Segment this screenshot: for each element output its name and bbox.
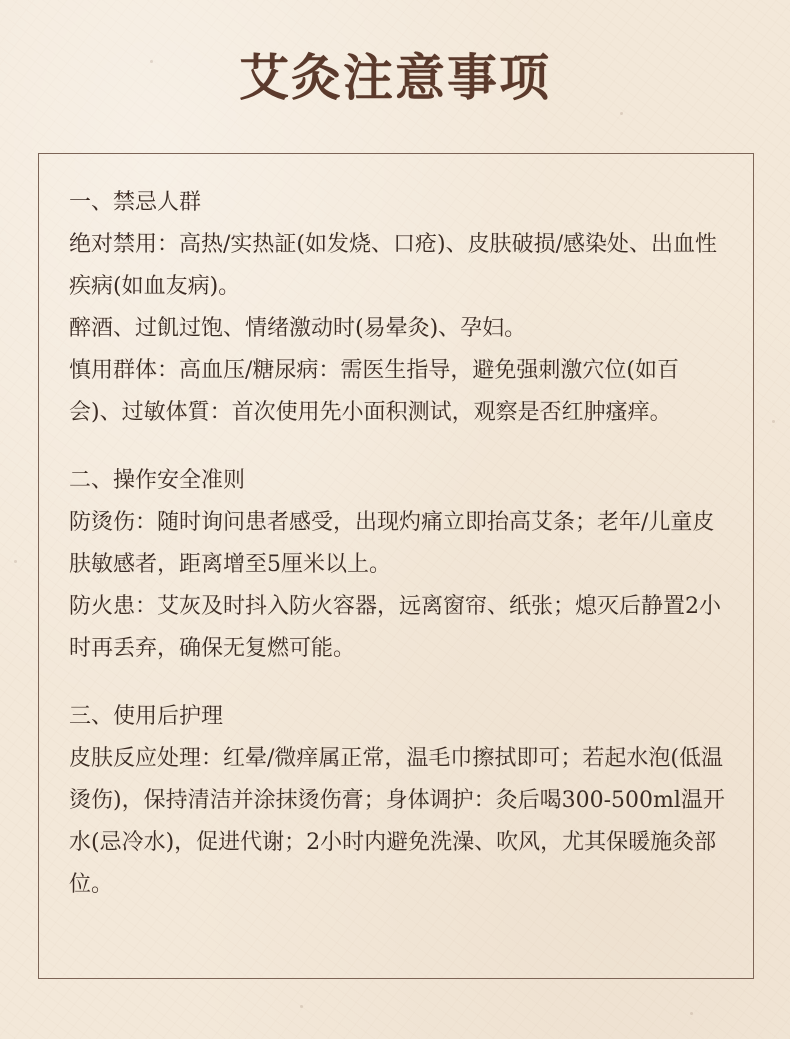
paper-texture-speck: [150, 60, 153, 63]
section-heading: 三、使用后护理: [69, 704, 224, 729]
section-aftercare: [69, 696, 727, 906]
notice-content-box: [38, 153, 754, 979]
paragraph-conditional-contraindications: 醉酒、过飢过饱、情绪激动时(易晕灸)、孕妇。: [69, 316, 527, 341]
paragraph-caution-groups: 慎用群体：高血压/糖尿病：需医生指导，避免强刺激穴位(如百会)、过敏体質：首次使用先小面积测试，观察是否红肿瘙痒。: [69, 358, 679, 425]
paper-texture-speck: [772, 420, 775, 423]
section-contraindications: [69, 182, 727, 434]
paper-texture-speck: [300, 1005, 303, 1008]
paragraph-aftercare-details: 皮肤反应处理：红晕/微痒属正常，温毛巾擦拭即可；若起水泡(低温烫伤)，保持清洁并涂抹烫伤膏；身体调护：灸后喝300-500ml温开水(忌冷水)，促进代谢；2小时内避免洗澡、吹风，尤其保暖施灸部位。: [69, 746, 725, 897]
paragraph-burn-prevention: 防烫伤：随时询问患者感受，出现灼痛立即抬高艾条；老年/儿童皮肤敏感者，距离增至5厘米以上。: [69, 510, 715, 577]
page-title: 艾灸注意事项: [239, 48, 551, 107]
section-heading: 二、操作安全准则: [69, 468, 246, 493]
paragraph-absolute-contraindications: 绝对禁用：高热/实热証(如发烧、口疮)、皮肤破损/感染处、出血性疾病(如血友病)。: [69, 232, 717, 299]
section-heading: 一、禁忌人群: [69, 190, 202, 215]
section-safety-rules: [69, 460, 727, 670]
paper-texture-speck: [620, 112, 623, 115]
paragraph-fire-prevention: 防火患：艾灰及时抖入防火容器，远离窗帘、纸张；熄灭后静置2小时再丢弃，确保无复燃可能。: [69, 594, 721, 661]
paper-texture-speck: [14, 560, 17, 563]
paper-texture-speck: [690, 1012, 693, 1015]
